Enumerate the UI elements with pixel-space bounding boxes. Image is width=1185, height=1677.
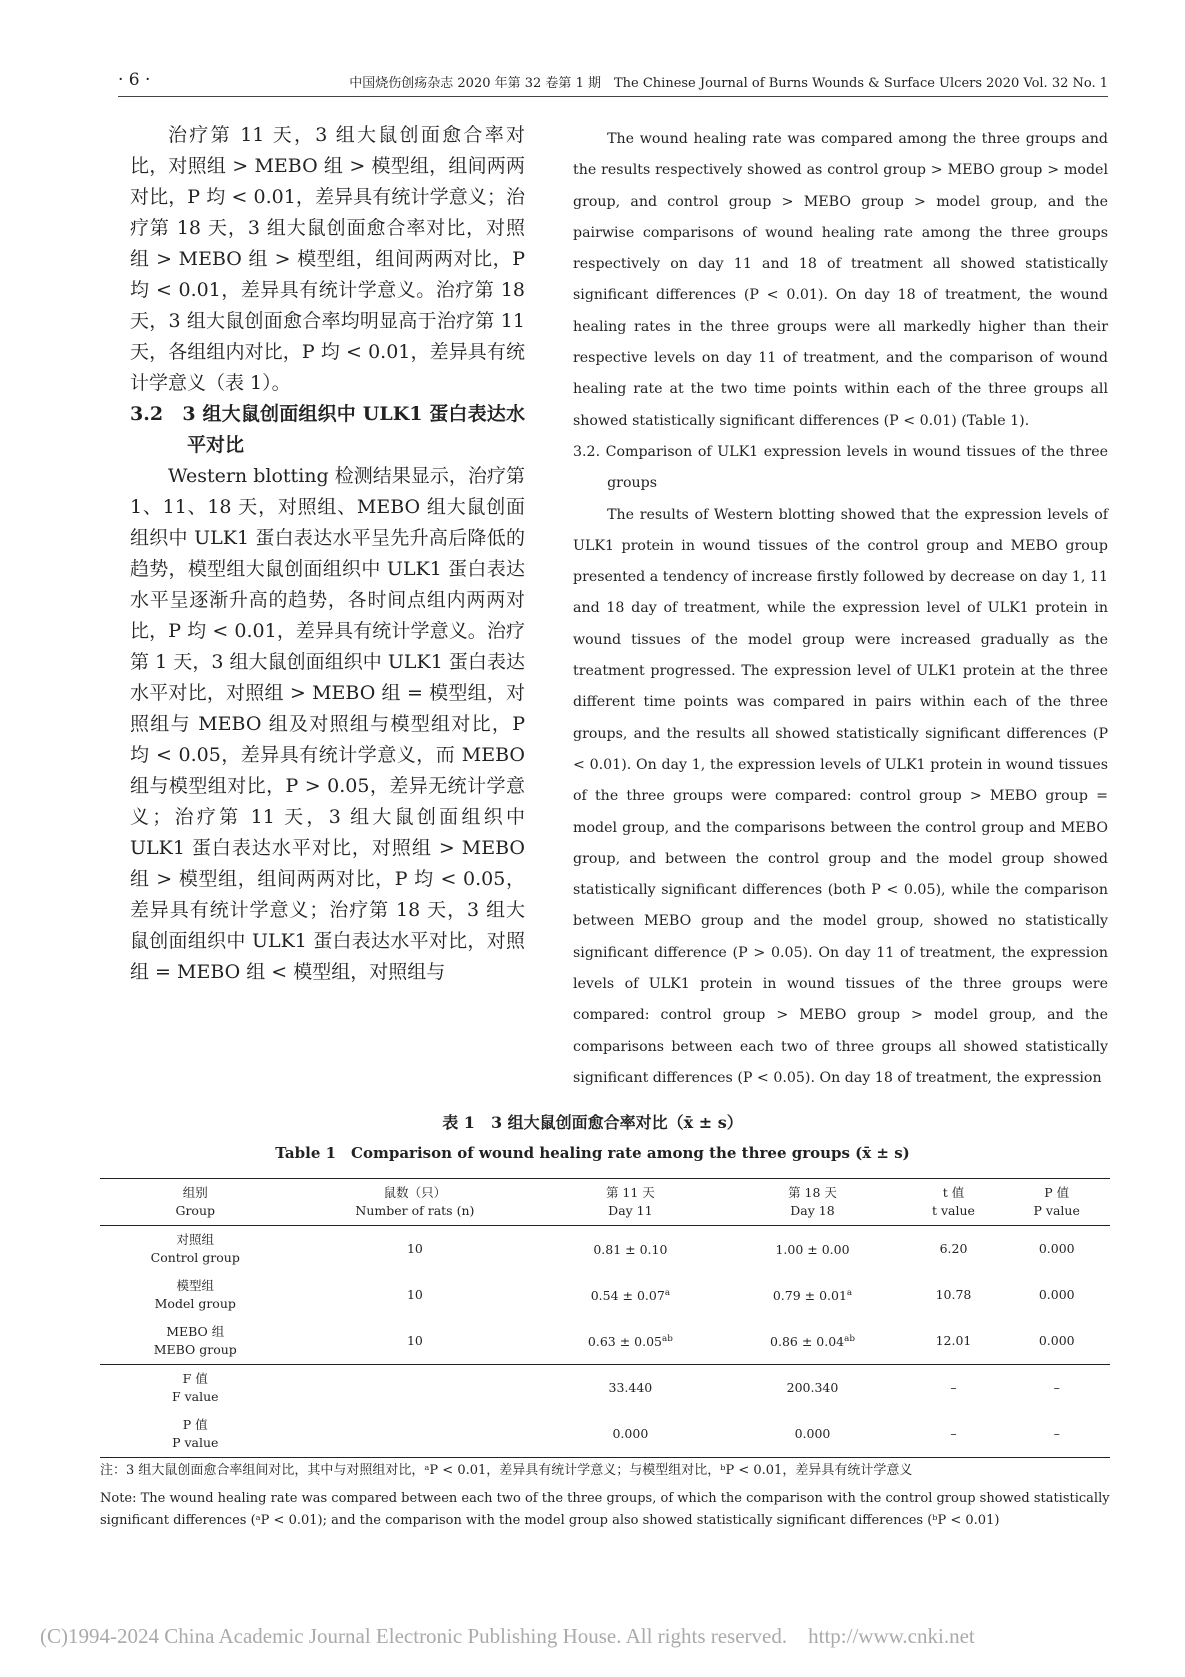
english-column [573,124,1108,1094]
header-rats: 鼠数（只） Number of rats (n) [355,1185,475,1218]
header-t-value: t 值 t value [932,1185,975,1218]
table-caption-en: Table 1 Comparison of wound healing rate among the three groups (x̄ ± s) [275,1144,910,1162]
page-number: · 6 · [118,70,151,90]
table-row: MEBO 组 MEBO group 10 0.63 ± 0.05$^{ab}$ 0.86 ± 0.04$^{ab}$ 12.01 0.000 [153,1324,1075,1357]
f-value-row: F 值 F value 33.440 200.340 – – [100,1365,1110,1412]
en-section-heading: 3.2. Comparison of ULK1 expression levels in wound tissues of the three groups [573,443,1108,492]
header-p-value: P 值 P value [1033,1185,1080,1218]
wound-healing-table [100,1178,1110,1458]
en-paragraph-1: The wound healing rate was compared among the three groups and the results respectively showed as control group > MEBO group > model group, and control group > MEBO group > model group, and the pairwise comparisons of wound healing rate among the three groups respectively on day 11 and 18 of treatment all showed statistically significant differences (P < 0.01). On day 18 of treatment, the wound healing rates in the three groups were all markedly higher than their respective levels on day 11 of treatment, and the comparison of wound healing rate at the two time points within each of the three groups all showed statistically significant differences (P < 0.01) (Table 1). [573,131,1108,429]
journal-running-title: 中国烧伤创疡杂志 2020 年第 32 卷第 1 期 The Chinese Journal of Burns Wounds & Surface Ulcers 2020 Vol. 32 No. 1 [349,76,1108,91]
table-row: 对照组 Control group 10 0.81 ± 0.10 1.00 ± 0.00 6.20 0.000 [150,1232,1075,1265]
table-row: 模型组 Model group 10 0.54 ± 0.07$^a$ 0.79 ± 0.01$^a$ 10.78 0.000 [154,1278,1075,1311]
table-caption-cn: 表 1 3 组大鼠创面愈合率对比（x̄ ± s） [442,1113,743,1132]
note-cn: 注：3 组大鼠创面愈合率组间对比，其中与对照组对比，ᵃP < 0.01，差异具有统计学意义；与模型组对比，ᵇP < 0.01，差异具有统计学意义 [100,1463,913,1478]
header-group: 组别 Group [175,1185,216,1218]
header-day11: 第 11 天 Day 11 [605,1185,655,1218]
en-paragraph-2: The results of Western blotting showed that the expression levels of ULK1 protein in wound tissues of the control group and MEBO group presented a tendency of increase firstly followed by decrease on day 1, 11 and 18 day of treatment, while the expression level of ULK1 protein in wound tissues of the model group were increased gradually as the treatment progressed. The expression level of ULK1 protein at the three different time points was compared in pairs within each of the three groups, and the results all showed statistically significant differences (P < 0.01). On day 1, the expression levels of ULK1 protein in wound tissues of the three groups were compared: control group > MEBO group = model group, and the comparisons between the control group and MEBO group, and between the control group and the model group showed statistically significant differences (both P < 0.05), while the comparison between MEBO group and the model group, showed no statistically significant difference (P > 0.05). On day 11 of treatment, the expression levels of ULK1 protein in wound tissues of the three groups were compared: control group > MEBO group > model group, and the comparisons between each two of three groups all showed statistically significant differences (P < 0.05). On day 18 of treatment, the expression [573,506,1108,1086]
cn-section-heading: 3.2 3 组大鼠创面组织中 ULK1 蛋白表达水平对比 [130,403,525,456]
chinese-column [130,120,525,988]
table-notes [100,1460,1110,1538]
copyright-footer: (C)1994-2024 China Academic Journal Electronic Publishing House. All rights reserved. http://www.cnki.net [40,1624,975,1648]
p-value-row: P 值 P value 0.000 0.000 – – [100,1411,1110,1458]
cn-paragraph-2: Western blotting 检测结果显示，治疗第 1、11、18 天，对照组、MEBO 组大鼠创面组织中 ULK1 蛋白表达水平呈先升高后降低的趋势，模型组大鼠创面组织中 ULK1 蛋白表达水平呈逐渐升高的趋势，各时间点组内两两对比，P 均 < 0.01，差异具有统计学意义。治疗第 1 天，3 组大鼠创面组织中 ULK1 蛋白表达水平对比，对照组 > MEBO 组 = 模型组，对照组与 MEBO 组及对照组与模型组对比，P 均 < 0.05，差异具有统计学意义，而 MEBO 组与模型组对比，P > 0.05，差异无统计学意义；治疗第 11 天，3 组大鼠创面组织中 ULK1 蛋白表达水平对比，对照组 > MEBO 组 > 模型组，组间两两对比，P 均 < 0.05，差异具有统计学意义；治疗第 18 天，3 组大鼠创面组织中 ULK1 蛋白表达水平对比，对照组 = MEBO 组 < 模型组，对照组与 [130,465,525,983]
table-header-row [100,1179,1110,1226]
page-header [118,66,1108,97]
cn-paragraph-1: 治疗第 11 天，3 组大鼠创面愈合率对比，对照组 > MEBO 组 > 模型组，组间两两对比，P 均 < 0.01，差异具有统计学意义；治疗第 18 天，3 组大鼠创面愈合率对比，对照组 > MEBO 组 > 模型组，组间两两对比，P 均 < 0.01，差异具有统计学意义。治疗第 18 天，3 组大鼠创面愈合率均明显高于治疗第 11 天，各组组内对比，P 均 < 0.01，差异具有统计学意义（表 1）。 [130,124,525,394]
note-en: Note: The wound healing rate was compared between each two of the three groups, of which the comparison with the control group showed statistically significant differences (ᵃP < 0.01); and the comparison with the model group also showed statistically significant differences (ᵇP < 0.01) [100,1491,1110,1528]
header-day18: 第 18 天 Day 18 [788,1185,837,1218]
